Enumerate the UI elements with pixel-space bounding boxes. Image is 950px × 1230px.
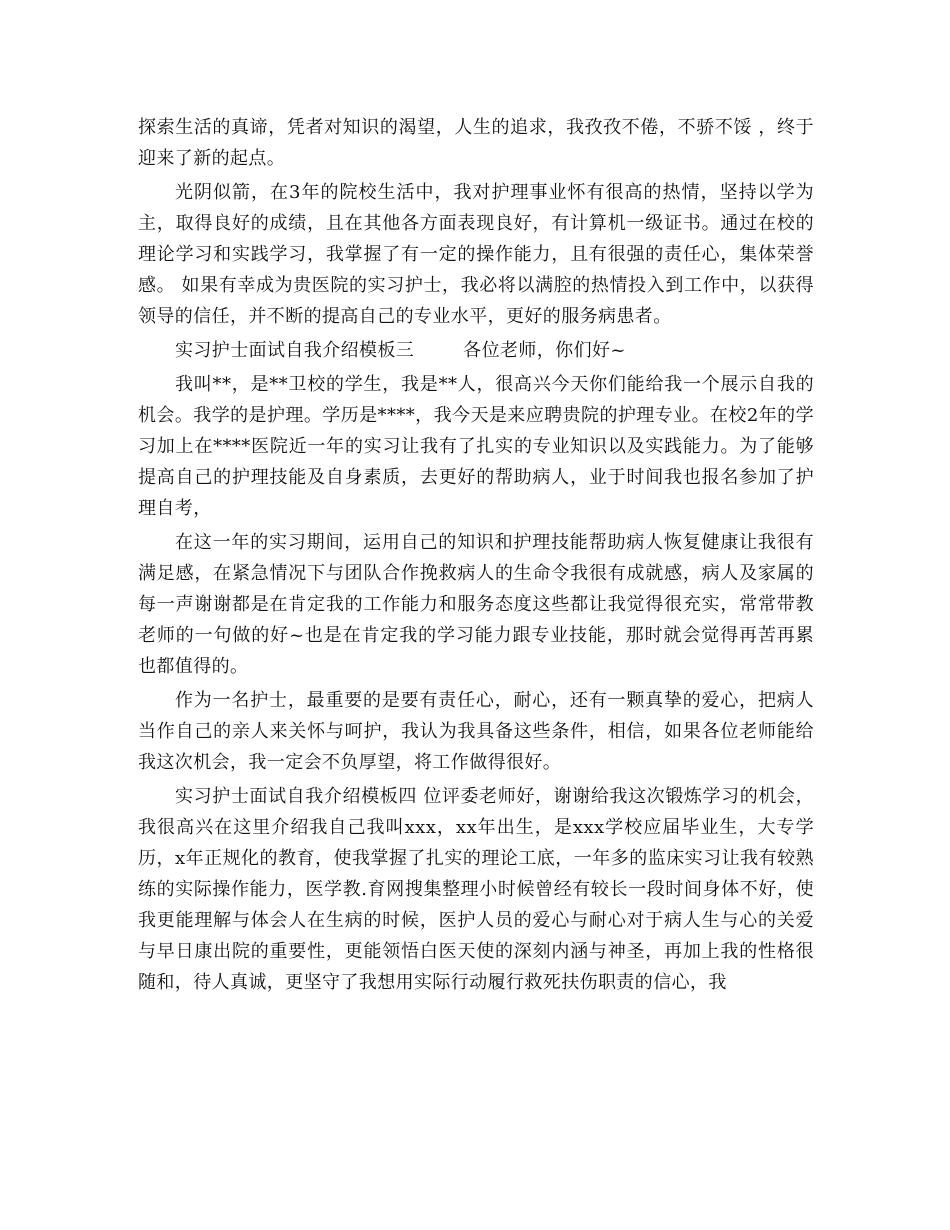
paragraph-3: 我叫**，是**卫校的学生，我是**人，很高兴今天你们能给我一个展示自我的机会。我学的是护理。学历是****，我今天是来应聘贵院的护理专业。在校2年的学习加上在****医院近一年的实习让我有了扎实的专业知识以及实践能力。为了能够提高自己的护理技能及自身素质，去更好的帮助病人，业于时间我也报名参加了护理自考， bbox=[138, 374, 814, 519]
paragraph-5: 作为一名护士，最重要的是要有责任心，耐心，还有一颗真挚的爱心，把病人当作自己的亲人来关怀与呵护，我认为我具备这些条件，相信，如果各位老师能给我这次机会，我一定会不负厚望，将工作做得很好。 bbox=[138, 690, 814, 773]
section-heading-3: 实习护士面试自我介绍模板三 各位老师，你们好~ bbox=[175, 340, 626, 361]
paragraph-1: 探索生活的真谛，凭者对知识的渴望，人生的追求，我孜孜不倦，不骄不馁 ，终于迎来了新的起点。 bbox=[138, 117, 814, 169]
document-body bbox=[138, 112, 814, 1001]
paragraph-4: 在这一年的实习期间，运用自己的知识和护理技能帮助病人恢复健康让我很有满足感，在紧急情况下与团队合作挽救病人的生命令我很有成就感，病人及家属的每一声谢谢都是在肯定我的工作能力和服务态度这些都让我觉得很充实，常常带教老师的一句做的好~也是在肯定我的学习能力跟专业技能，那时就会觉得再苦再累也都值得的。 bbox=[138, 532, 814, 677]
paragraph-2: 光阴似箭，在3年的院校生活中，我对护理事业怀有很高的热情，坚持以学为主，取得良好的成绩，且在其他各方面表现良好，有计算机一级证书。通过在校的理论学习和实践学习，我掌握了有一定的操作能力，且有很强的责任心，集体荣誉感。 如果有幸成为贵医院的实习护士，我必将以满腔的热情投入到工作中，以获得领导的信任，并不断的提高自己的专业水平，更好的服务病患者。 bbox=[138, 182, 814, 327]
paragraph-6: 实习护士面试自我介绍模板四 位评委老师好，谢谢给我这次锻炼学习的机会，我很高兴在这里介绍我自己我叫xxx，xx年出生，是xxx学校应届毕业生，大专学历，x年正规化的教育，使我掌握了扎实的理论工底，一年多的监床实习让我有较熟练的实际操作能力，医学教.育网搜集整理小时候曾经有较长一段时间身体不好，使我更能理解与体会人在生病的时候，医护人员的爱心与耐心对于病人生与心的关爱与早日康出院的重要性，更能领悟白医天使的深刻内涵与神圣，再加上我的性格很随和，待人真诚，更坚守了我想用实际行动履行救死扶伤职责的信心，我 bbox=[138, 786, 814, 993]
